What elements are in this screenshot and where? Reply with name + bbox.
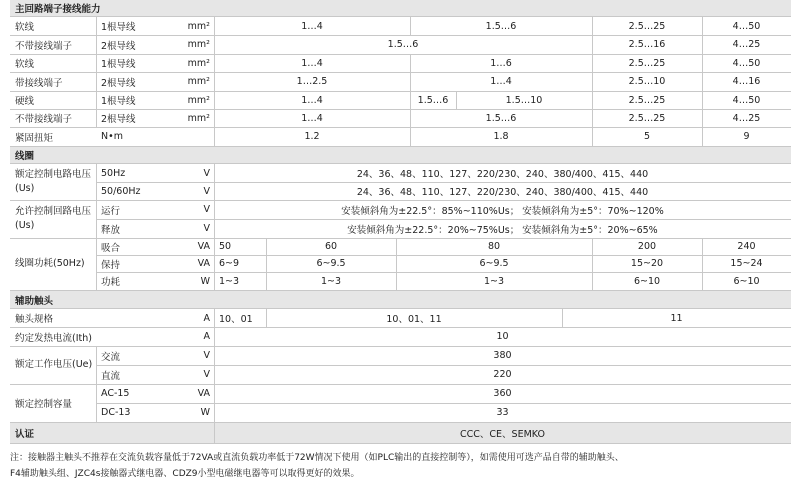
footnote — [10, 450, 791, 482]
value: 5 — [643, 131, 651, 142]
value: 2.5…16 — [628, 39, 666, 50]
value: 60 — [324, 241, 338, 252]
table-row — [10, 109, 791, 127]
table-row — [10, 272, 791, 290]
frequency: 50/60Hz — [101, 185, 141, 197]
group-label: 允许控制回路电压(Us) — [15, 206, 92, 231]
section-aux — [10, 291, 791, 308]
value: 240 — [737, 241, 756, 252]
value: 1.5…6 — [417, 94, 449, 106]
value: 6~10 — [733, 275, 760, 287]
value: 1…2.5 — [296, 76, 328, 87]
wire-count: 2根导线 — [101, 40, 136, 52]
value: 安装倾斜角为±22.5°：85%~110%Us； 安装倾斜角为±5°：70%~120% — [341, 205, 664, 217]
value: 33 — [496, 407, 509, 418]
unit: V — [203, 223, 210, 234]
table-row — [10, 91, 791, 109]
value: 10、01、11 — [386, 314, 442, 325]
value: 2.5…25 — [628, 112, 666, 124]
unit: mm² — [187, 57, 210, 69]
value: 1…4 — [301, 57, 323, 69]
group-label: 线圈功耗(50Hz) — [15, 258, 85, 269]
wire-type: 带接线端子 — [15, 77, 63, 89]
section-coil — [10, 147, 791, 163]
value: 4…16 — [732, 76, 761, 87]
value: 15~20 — [630, 258, 664, 269]
value: 1~3 — [320, 275, 342, 287]
table-row — [10, 384, 791, 403]
unit: mm² — [187, 94, 210, 106]
value: 6~9 — [219, 258, 240, 269]
frequency: 50Hz — [101, 167, 126, 179]
table-row — [10, 35, 791, 54]
wire-count: 2根导线 — [101, 77, 136, 89]
wire-type: 不带接线端子 — [15, 114, 73, 125]
value: 1.5…6 — [485, 20, 517, 32]
value: 1…4 — [301, 20, 323, 32]
kind: 直流 — [101, 370, 121, 382]
value: 15~24 — [730, 258, 763, 269]
unit: V — [203, 185, 210, 197]
value: 1.2 — [304, 131, 320, 142]
group-label: 额定控制电路电压(Us) — [15, 169, 92, 194]
value: 2.5…25 — [628, 57, 666, 69]
unit: VA — [197, 388, 210, 399]
kind: DC-13 — [101, 407, 131, 418]
value: 1.5…10 — [505, 94, 543, 106]
wire-type: 软线 — [15, 59, 35, 70]
certification-row — [10, 423, 791, 443]
unit: A — [203, 331, 210, 342]
table-row — [10, 238, 791, 255]
value: 4…50 — [732, 57, 761, 69]
value: 1.5…6 — [387, 39, 419, 50]
unit: W — [200, 275, 210, 287]
value: 11 — [670, 312, 683, 324]
unit: V — [203, 204, 210, 215]
row-label: 约定发热电流(Ith) — [15, 332, 92, 344]
item: 保持 — [101, 259, 121, 271]
mode: 释放 — [101, 224, 121, 236]
value: 6~9.5 — [479, 258, 509, 269]
table-row — [10, 54, 791, 72]
table-row — [10, 200, 791, 219]
value: 4…50 — [732, 94, 761, 106]
unit: mm² — [187, 20, 210, 32]
table-row — [10, 182, 791, 200]
wire-count: 1根导线 — [101, 22, 136, 33]
value: 1…4 — [301, 112, 323, 124]
value: 安装倾斜角为±22.5°：20%~75%Us； 安装倾斜角为±5°：20%~65% — [347, 224, 658, 236]
unit: V — [203, 350, 210, 361]
table-row — [10, 17, 791, 35]
table-row — [10, 346, 791, 365]
row-label: 认证 — [15, 429, 35, 440]
value: 4…25 — [732, 39, 761, 50]
table-row — [10, 403, 791, 422]
value: 1…4 — [301, 94, 323, 106]
value: 1…6 — [490, 57, 512, 69]
value: CCC、CE、SEMKO — [460, 429, 545, 440]
unit: mm² — [187, 39, 210, 50]
unit: W — [200, 407, 210, 418]
unit: A — [203, 312, 210, 324]
section-title: 辅助触头 — [10, 291, 791, 308]
unit: VA — [197, 241, 210, 252]
unit: V — [203, 369, 210, 380]
wire-type: 硬线 — [15, 96, 35, 107]
table-row — [10, 219, 791, 238]
table-row — [10, 72, 791, 91]
section-title: 主回路端子接线能力 — [10, 0, 791, 16]
value: 1~3 — [483, 275, 505, 287]
value: 220 — [493, 369, 512, 380]
wire-count: 1根导线 — [101, 96, 136, 107]
value: 2.5…10 — [628, 76, 666, 87]
unit: N•m — [101, 131, 123, 142]
table-row — [10, 255, 791, 272]
ith-row — [10, 327, 791, 346]
contact-spec-row — [10, 309, 791, 327]
kind: 交流 — [101, 351, 121, 363]
value: 200 — [637, 241, 657, 252]
value: 6~9.5 — [316, 258, 346, 269]
value: 50 — [219, 241, 232, 252]
unit: mm² — [187, 76, 210, 87]
value: 4…50 — [732, 20, 761, 32]
value: 4…25 — [732, 112, 761, 124]
wire-count: 1根导线 — [101, 59, 136, 70]
value: 9 — [743, 131, 750, 142]
value: 1.5…6 — [485, 112, 517, 124]
row-label: 触头规格 — [15, 314, 54, 325]
group-label: 额定工作电压(Ue) — [15, 359, 93, 370]
value: 10、01 — [219, 314, 253, 325]
value: 380 — [493, 350, 512, 361]
value: 360 — [493, 388, 512, 399]
value: 2.5…25 — [628, 94, 666, 106]
value: 24、36、48、110、127、220/230、240、380/400、415、440 — [356, 187, 649, 198]
value: 1~3 — [219, 275, 240, 287]
torque-label: 紧固扭矩 — [15, 132, 54, 144]
footnote-line: F4辅助触头组、JZC4s接触器式继电器、CDZ9小型电磁继电器等可以取得更好的效果。 — [10, 469, 360, 479]
value: 80 — [487, 241, 501, 252]
wire-type: 软线 — [15, 22, 35, 33]
unit: VA — [197, 258, 210, 269]
wire-count: 2根导线 — [101, 114, 136, 125]
table-row — [10, 365, 791, 384]
unit: mm² — [187, 112, 210, 124]
value: 1…4 — [490, 76, 512, 87]
value: 6~10 — [633, 275, 661, 287]
unit: V — [203, 167, 210, 179]
value: 10 — [496, 331, 509, 342]
mode: 运行 — [101, 205, 121, 217]
section-main-terminal — [10, 0, 791, 16]
value: 24、36、48、110、127、220/230、240、380/400、415、440 — [356, 169, 649, 180]
table-row — [10, 164, 791, 182]
group-label: 额定控制容量 — [15, 399, 73, 410]
value: 1.8 — [493, 131, 509, 142]
value: 2.5…25 — [628, 20, 666, 32]
torque-row — [10, 127, 791, 146]
section-title: 线圈 — [10, 147, 791, 163]
item: 吸合 — [101, 242, 121, 254]
item: 功耗 — [101, 277, 121, 288]
footnote-line: 注：接触器主触头不推荐在交流负载容量低于72VA或直流负载功率低于72W情况下使用（如PLC输出的直接控制等），如需使用可选产品自带的辅助触头、 — [10, 453, 624, 463]
wire-type: 不带接线端子 — [15, 40, 73, 52]
kind: AC-15 — [101, 388, 130, 399]
